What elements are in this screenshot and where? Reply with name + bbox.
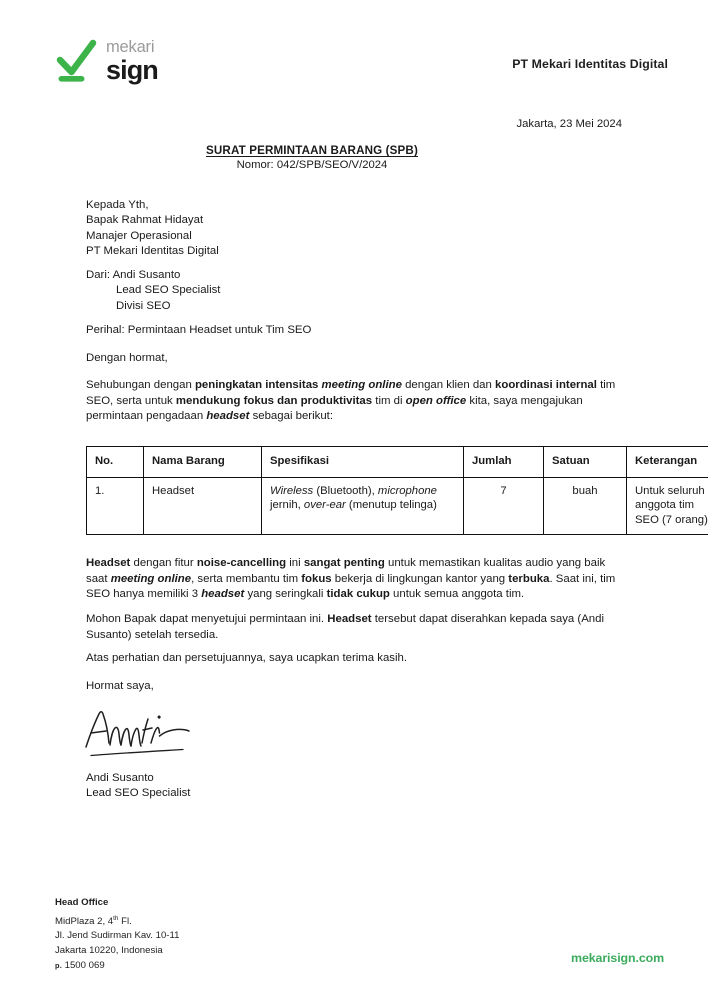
p2-text-8: untuk semua anggota tim. [389, 588, 525, 601]
cell-nama: Headset [144, 477, 262, 535]
closing-label: Hormat saya, [86, 680, 154, 692]
p1-text-3: tim SEO, serta untuk [86, 379, 616, 407]
document-number: Nomor: 042/SPB/SEO/V/2024 [236, 159, 388, 171]
greeting-line: Dengan hormat, [86, 352, 168, 364]
footer-address-line-2: Jl. Jend Sudirman Kav. 10-11 [55, 930, 180, 942]
subject-line: Perihal: Permintaan Headset untuk Tim SEO [86, 324, 312, 336]
p1-text-1: Sehubungan dengan [86, 379, 195, 391]
cell-satuan: buah [544, 477, 627, 535]
p2-text-4: , serta membantu tim [191, 572, 302, 585]
recipient-line-1: Kepada Yth, [86, 199, 149, 211]
signer-name: Andi Susanto [86, 772, 154, 784]
header-company-name: PT Mekari Identitas Digital [512, 57, 668, 71]
p2-text-7: yang seringkali [244, 588, 327, 601]
column-header-nama: Nama Barang [144, 447, 262, 478]
column-header-keterangan: Keterangan [627, 447, 708, 478]
p1-text-6: sebagai berikut: [249, 410, 333, 423]
p1-text-4: tim di [372, 394, 406, 407]
p2-text-6: . Saat ini, tim SEO hanya memiliki 3 [86, 572, 616, 601]
p3-text-2: tersebut dapat diserahkan kepada saya (Andi Susanto) setelah tersedia. [86, 613, 604, 641]
p2-text-1: dengan fitur [130, 557, 197, 569]
table-header-row [87, 447, 708, 478]
p2-bold-5: terbuka [508, 572, 550, 585]
p2-text-5: bekerja di lingkungan kantor yang [331, 572, 509, 585]
column-header-spesifikasi: Spesifikasi [262, 447, 464, 478]
p2-bolditalic-2: headset [201, 588, 245, 601]
green-check-icon [55, 39, 97, 83]
spec-text-2: jernih, [270, 499, 304, 512]
footer-phone-number: 1500 069 [64, 959, 105, 971]
footer-address-1-ordinal: th [113, 914, 119, 922]
p2-text-3: untuk memastikan kualitas audio yang baik saat [86, 557, 606, 585]
signer-title: Lead SEO Specialist [86, 787, 191, 800]
column-header-jumlah: Jumlah [464, 447, 544, 478]
spec-italic-1: Wireless [270, 484, 314, 497]
p4-text-1: Atas perhatian dan persetujuannya, saya ucapkan terima kasih. [86, 652, 408, 664]
paragraph-justification [86, 556, 622, 603]
logo-word-sign: sign [106, 54, 158, 85]
mekari-sign-logo [55, 38, 158, 84]
p2-bolditalic-1: meeting online [110, 572, 192, 585]
recipient-block [86, 198, 219, 259]
signature-image [80, 703, 210, 765]
recipient-line-3: Manajer Operasional [86, 229, 192, 242]
column-header-satuan: Satuan [544, 447, 627, 478]
footer-phone-prefix: p. [55, 960, 62, 970]
footer-address-1-post: Fl. [118, 915, 132, 927]
sender-line-2: Lead SEO Specialist [116, 284, 221, 297]
p1-bolditalic-2: open office [405, 394, 467, 407]
cell-keterangan: Untuk seluruh anggota tim SEO (7 orang) [627, 477, 708, 535]
p1-bolditalic-3: headset [206, 410, 250, 423]
column-header-no: No. [87, 447, 144, 478]
spec-italic-2: microphone [377, 484, 437, 497]
letter-title-block [86, 144, 538, 171]
place-and-date: Jakarta, 23 Mei 2024 [516, 118, 622, 130]
p1-bold-1: peningkatan intensitas [194, 379, 322, 391]
spec-text-3: (menutup telinga) [345, 499, 437, 512]
p2-bold-3: sangat penting [303, 557, 385, 569]
footer-address-line-1 [55, 912, 179, 930]
footer-address-block [55, 896, 179, 973]
spec-italic-3: over-ear [303, 499, 346, 512]
logo-word-mekari: mekari [106, 38, 155, 56]
page-title: SURAT PERMINTAAN BARANG (SPB) [206, 144, 418, 157]
items-table [86, 446, 708, 535]
footer-address-1-pre: MidPlaza 2, 4 [55, 915, 114, 927]
footer-website-link[interactable]: mekarisign.com [571, 951, 664, 965]
footer-office-title: Head Office [55, 897, 109, 908]
spec-text-1: (Bluetooth), [313, 484, 378, 497]
p1-text-5: kita, saya mengajukan permintaan pengadaan [86, 394, 583, 423]
paragraph-intro [86, 378, 622, 425]
p1-bold-3: mendukung fokus dan produktivitas [175, 394, 373, 407]
logo-wordmark [106, 38, 158, 84]
footer-phone-line [55, 959, 179, 974]
paragraph-request [86, 612, 622, 643]
sender-line-3: Divisi SEO [116, 299, 171, 312]
p2-bold-6: tidak cukup [326, 588, 390, 601]
table-row [87, 477, 708, 535]
cell-no: 1. [87, 477, 144, 535]
p2-bold-1: Headset [86, 557, 131, 569]
p1-text-2: dengan klien dan [401, 379, 496, 391]
cell-spesifikasi [262, 477, 464, 535]
cell-jumlah: 7 [464, 477, 544, 535]
p2-bold-2: noise-cancelling [196, 557, 287, 569]
document-header [55, 38, 668, 94]
p2-text-2: ini [286, 557, 304, 569]
recipient-line-2: Bapak Rahmat Hidayat [86, 214, 204, 227]
sender-line-1: Dari: Andi Susanto [86, 269, 181, 281]
sender-block [86, 268, 220, 314]
items-table-wrapper [86, 446, 708, 535]
p3-bold-1: Headset [327, 613, 372, 625]
p3-text-1: Mohon Bapak dapat menyetujui permintaan ini. [86, 613, 328, 625]
p1-bolditalic-1: meeting online [321, 379, 402, 391]
p1-bold-2: koordinasi internal [495, 379, 597, 391]
footer-address-line-3: Jakarta 10220, Indonesia [55, 944, 163, 956]
p2-bold-4: fokus [301, 572, 332, 585]
recipient-line-4: PT Mekari Identitas Digital [86, 244, 219, 257]
signer-block [86, 771, 190, 802]
paragraph-thanks [86, 651, 622, 667]
